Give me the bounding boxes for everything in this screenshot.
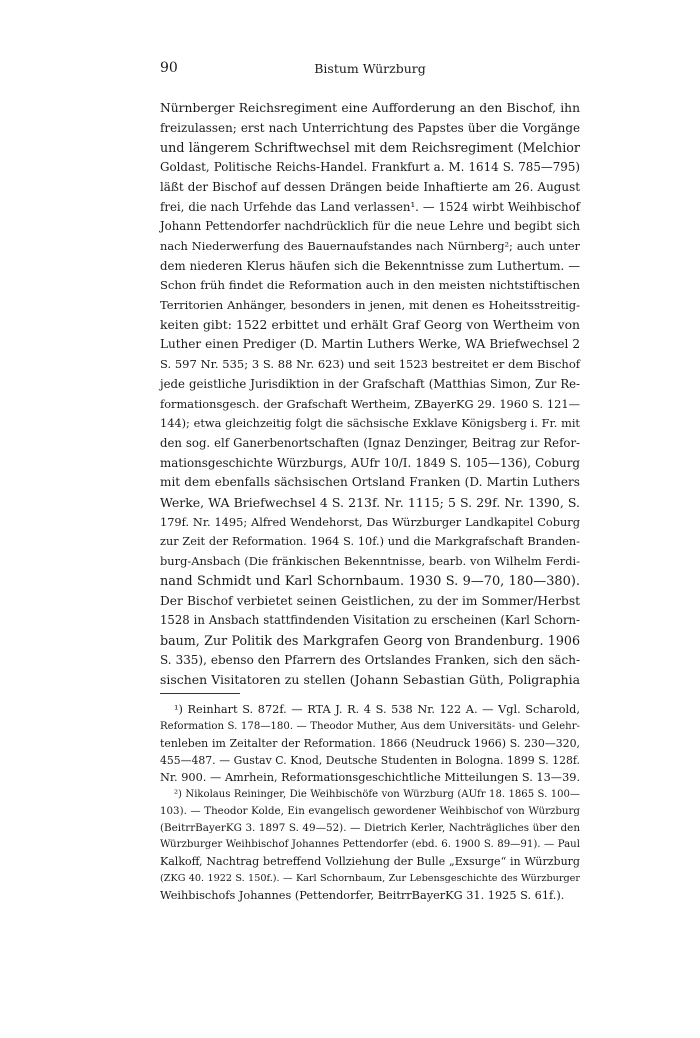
footnote-line: (ZKG 40. 1922 S. 150f.). — Karl Schornbaum, Zur Lebensgeschichte des Würzburger [160,873,580,885]
body-line: nach Niederwerfung des Bauernaufstandes nach Nürnberg²; auch unter [160,238,580,253]
footnote-line: ²) Nikolaus Reininger, Die Weihbischöfe von Würzburg (AUfr 18. 1865 S. 100— [174,788,580,800]
footnote-line: (BeitrrBayerKG 3. 1897 S. 49—52). — Dietrich Kerler, Nachträgliches über den [160,822,580,835]
body-line: mit dem ebenfalls sächsischen Ortsland Franken (D. Martin Luthers [160,475,580,490]
body-line: jede geistliche Jurisdiktion in der Grafschaft (Matthias Simon, Zur Re- [160,376,580,391]
body-line: frei, die nach Urfehde das Land verlassen¹. — 1524 wirbt Weihbischof [160,199,580,214]
body-line: Luther einen Prediger (D. Martin Luthers Werke, WA Briefwechsel 2 [160,337,580,352]
body-line: Johann Pettendorfer nachdrücklich für die neue Lehre und begibt sich [160,219,580,234]
footnote-line: Weihbischofs Johannes (Pettendorfer, BeitrrBayerKG 31. 1925 S. 61f.). [160,888,565,902]
body-line: S. 335), ebenso den Pfarrern des Ortslandes Franken, sich den säch- [160,652,580,667]
body-line: Schon früh findet die Reformation auch in den meisten nichtstiftischen [160,278,580,293]
body-line: S. 597 Nr. 535; 3 S. 88 Nr. 623) und seit 1523 bestreitet er dem Bischof [160,357,580,372]
footnote-line: Reformation S. 178—180. — Theodor Muther, Aus dem Universitäts- und Gelehr- [160,720,580,732]
footnote-line: Kalkoff, Nachtrag betreffend Vollziehung der Bulle „Exsurge“ in Würzburg [160,855,580,869]
body-line: 144); etwa gleichzeitig folgt die sächsische Exklave Königsberg i. Fr. mit [160,416,580,431]
body-line: Territorien Anhänger, besonders in jenen, mit denen es Hoheitsstreitig- [160,298,580,313]
footnote-line: ¹) Reinhart S. 872f. — RTA J. R. 4 S. 538 Nr. 122 A. — Vgl. Scharold, [174,703,580,716]
body-line: 179f. Nr. 1495; Alfred Wendehorst, Das Würzburger Landkapitel Coburg [160,514,580,529]
body-line: keiten gibt: 1522 erbittet und erhält Graf Georg von Wertheim von [160,317,580,332]
body-line: burg-Ansbach (Die fränkischen Bekenntnisse, bearb. von Wilhelm Ferdi- [160,554,580,569]
footnote-line: 455—487. — Gustav C. Knod, Deutsche Studenten in Bologna. 1899 S. 128f. [160,753,580,767]
body-line: den sog. elf Ganerbenortschaften (Ignaz Denzinger, Beitrag zur Refor- [160,435,580,450]
body-line: freizulassen; erst nach Unterrichtung des Papstes über die Vorgänge [160,120,580,135]
page-number: 90 [160,60,178,76]
body-text [160,99,580,690]
body-line: formationsgesch. der Grafschaft Wertheim, ZBayerKG 29. 1960 S. 121— [160,396,580,411]
body-line: Nürnberger Reichsregiment eine Aufforderung an den Bischof, ihn [160,101,580,115]
body-line: läßt der Bischof auf dessen Drängen beide Inhaftierte am 26. August [160,179,580,194]
body-line: nand Schmidt und Karl Schornbaum. 1930 S. 9—70, 180—380). [160,573,580,589]
footnote-line: Würzburger Weihbischof Johannes Pettendorfer (ebd. 6. 1900 S. 89—91). — Paul [160,839,580,851]
running-title: Bistum Würzburg [314,61,426,76]
body-line: 1528 in Ansbach stattfindenden Visitation zu erscheinen (Karl Schorn- [160,613,580,628]
footnote-line: tenleben im Zeitalter der Reformation. 1866 (Neudruck 1966) S. 230—320, [160,736,580,750]
footnote-line: Nr. 900. — Amrhein, Reformationsgeschichtliche Mitteilungen S. 13—39. [160,770,581,784]
body-line: und längerem Schriftwechsel mit dem Reichsregiment (Melchior [160,140,580,156]
footnote-separator [160,693,240,694]
body-line: sischen Visitatoren zu stellen (Johann Sebastian Güth, Poligraphia [160,672,580,688]
footnote-line: 103). — Theodor Kolde, Ein evangelisch gewordener Weihbischof von Würzburg [160,805,580,818]
body-line: zur Zeit der Reformation. 1964 S. 10f.) und die Markgrafschaft Branden- [160,535,580,549]
body-line: Der Bischof verbietet seinen Geistlichen, zu der im Sommer/Herbst [160,593,580,608]
body-line: Werke, WA Briefwechsel 4 S. 213f. Nr. 1115; 5 S. 29f. Nr. 1390, S. [160,495,580,511]
body-line: dem niederen Klerus häufen sich die Bekenntnisse zum Luthertum. — [160,258,580,273]
body-line: mationsgeschichte Würzburgs, AUfr 10/I. 1849 S. 105—136), Coburg [160,455,580,470]
body-line: baum, Zur Politik des Markgrafen Georg von Brandenburg. 1906 [160,632,580,648]
page-header [160,60,580,82]
body-line: Goldast, Politische Reichs-Handel. Frankfurt a. M. 1614 S. 785—795) [160,160,580,175]
footnotes [160,702,580,905]
